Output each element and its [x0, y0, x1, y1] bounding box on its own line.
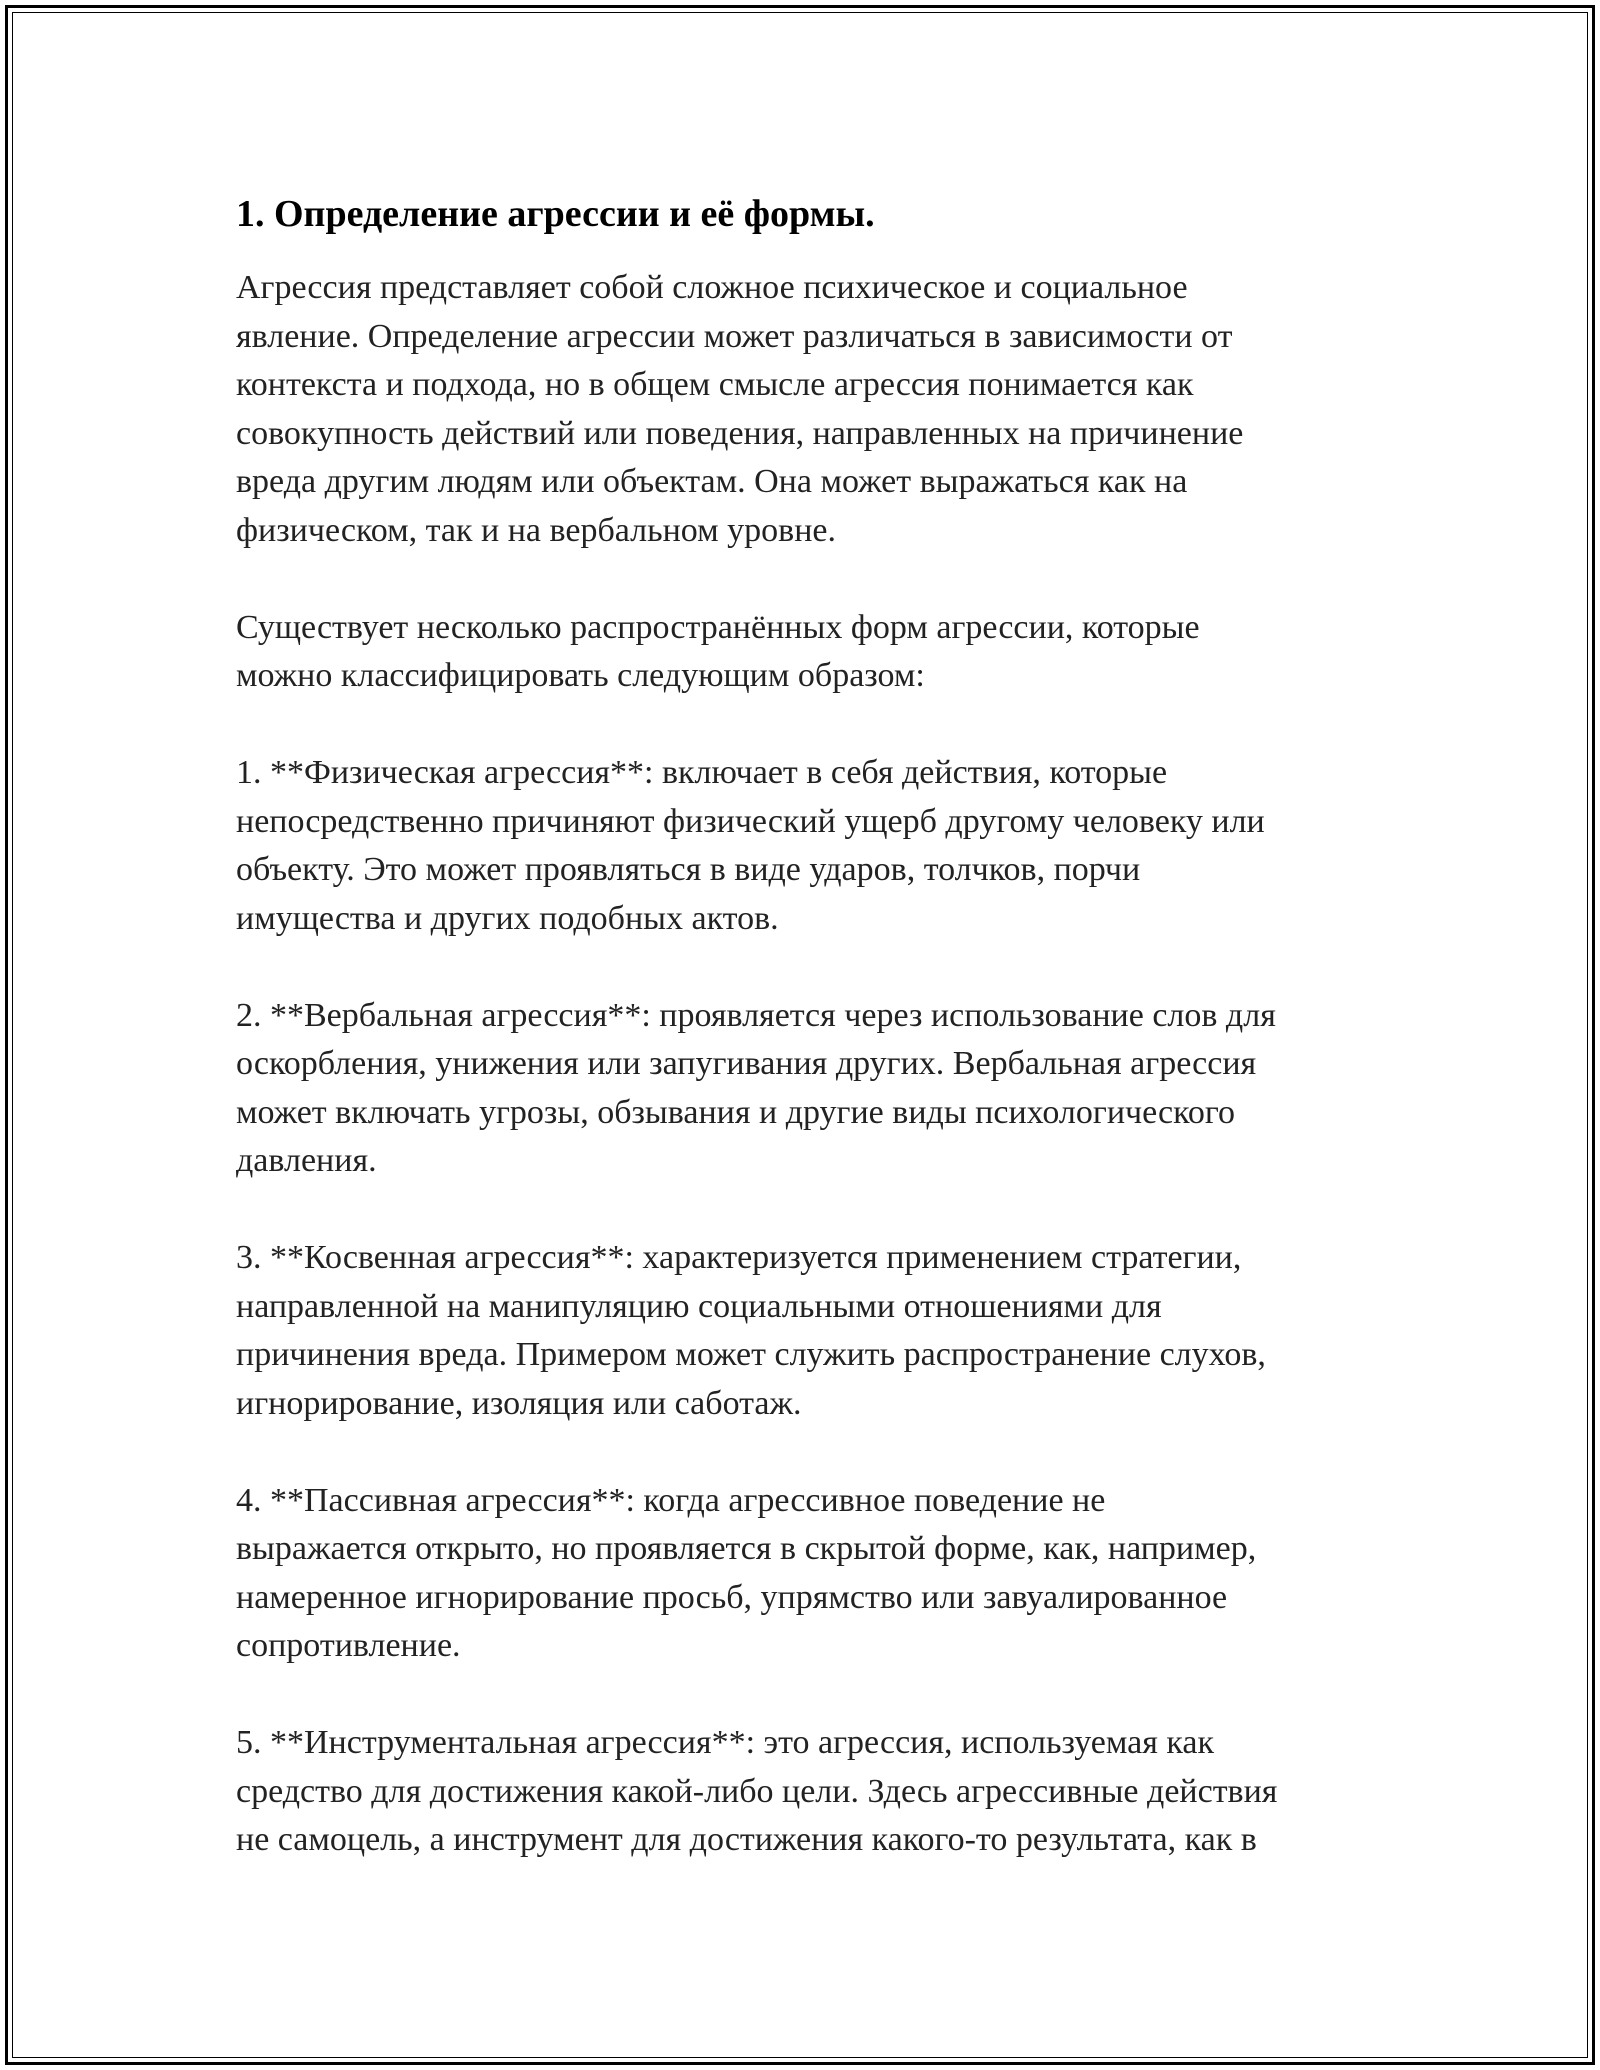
list-item-indirect-aggression: 3. **Косвенная агрессия**: характеризуется применением стратегии, направленной на манипуляцию социальными отношениями для причинения вреда. Примером может служить распространение слухов, игнорирование, изоляция или саботаж.	[236, 1239, 1266, 1422]
list-item-passive-aggression: 4. **Пассивная агрессия**: когда агрессивное поведение не выражается открыто, но проявляется в скрытой форме, как, например, намеренное игнорирование просьб, упрямство или завуалированное сопротивление.	[236, 1481, 1257, 1664]
list-item-physical-aggression: 1. **Физическая агрессия**: включает в себя действия, которые непосредственно причиняют физический ущерб другому человеку или объекту. Это может проявляться в виде ударов, толчков, порчи имущества и других подобных актов.	[236, 754, 1265, 937]
list-item-instrumental-aggression: 5. **Инструментальная агрессия**: это агрессия, используемая как средство для достижения какой-либо цели. Здесь агрессивные действия не самоцель, а инструмент для достижения какого-то результата, как в	[236, 1724, 1278, 1858]
section-heading: 1. Определение агрессии и её формы.	[236, 193, 875, 235]
list-item-verbal-aggression: 2. **Вербальная агрессия**: проявляется через использование слов для оскорбления, унижения или запугивания других. Вербальная агрессия может включать угрозы, обзывания и другие виды психологического давления.	[236, 996, 1276, 1179]
paragraph-forms-intro: Существует несколько распространённых форм агрессии, которые можно классифицировать следующим образом:	[236, 608, 1200, 694]
paragraph-definition: Агрессия представляет собой сложное психическое и социальное явление. Определение агрессии может различаться в зависимости от контекста и подхода, но в общем смысле агрессия понимается как совокупность действий или поведения, направленных на причинение вреда другим людям или объектам. Она может выражаться как на физическом, так и на вербальном уровне.	[236, 269, 1244, 549]
document-page	[236, 188, 1386, 1865]
